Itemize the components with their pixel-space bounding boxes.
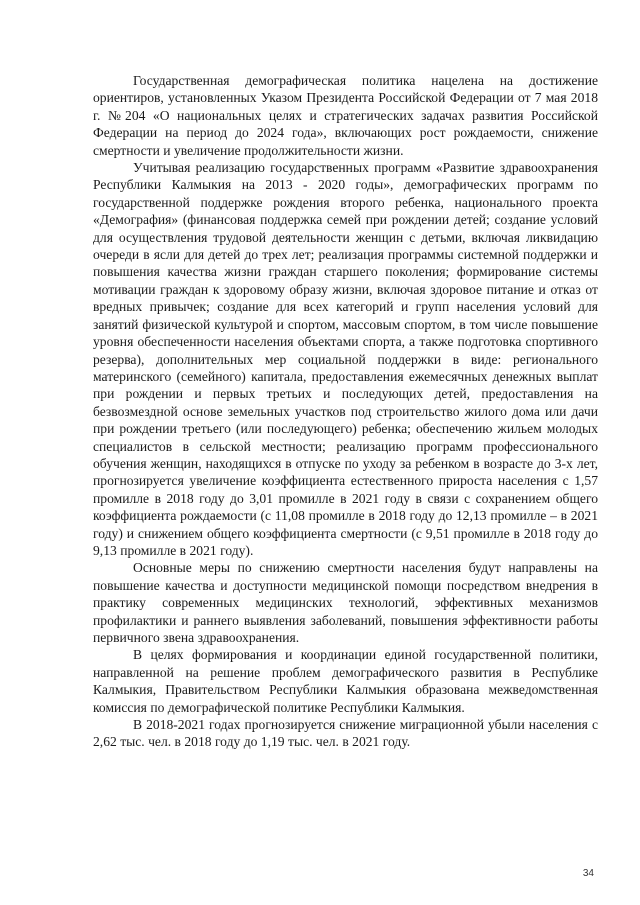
paragraph-commission: В целях формирования и координации единой государственной политики, направленной на решение проблем демографического развития в Республике Калмыкия, Правительством Республики Калмыкия образована межведомственная комиссия по демографической политике Республики Калмыкия. [93,647,598,715]
paragraph-mortality-measures: Основные меры по снижению смертности населения будут направлены на повышение качества и доступности медицинской помощи посредством внедрения в практику современных медицинских технологий, эффективных механизмов профилактики и раннего выявления заболеваний, повышения эффективности работы первичного звена здравоохранения. [93,560,598,645]
page-number: 34 [582,868,594,879]
paragraph-migration: В 2018-2021 годах прогнозируется снижение миграционной убыли населения с 2,62 тыс. чел. в 2018 году до 1,19 тыс. чел. в 2021 году. [93,717,598,750]
paragraph-demographic-policy: Государственная демографическая политика нацелена на достижение ориентиров, установленных Указом Президента Российской Федерации от 7 мая 2018 г. №204 «О национальных целях и стратегических задачах развития Российской Федерации на период до 2024 года», включающих рост рождаемости, снижение смертности и увеличение продолжительности жизни. [93,73,598,158]
document-body [93,72,598,751]
paragraph-programs-forecast: Учитывая реализацию государственных программ «Развитие здравоохранения Республики Калмыкия на 2013 - 2020 годы», демографических программ по государственной поддержке рождения второго ребенка, национального проекта «Демография» (финансовая поддержка семей при рождении детей; создание условий для осуществления трудовой деятельности женщин с детьми, включая ликвидацию очереди в ясли для детей до трех лет; реализация программы системной поддержки и повышения качества жизни граждан старшего поколения; формирование системы мотивации граждан к здоровому образу жизни, включая здоровое питание и отказ от вредных привычек; создание для всех категорий и групп населения условий для занятий физической культурой и спортом, массовым спортом, в том числе повышение уровня обеспеченности населения объектами спорта, а также подготовка спортивного резерва), дополнительных мер социальной поддержки в виде: регионального материнского (семейного) капитала, предоставления ежемесячных денежных выплат при рождении и первых третьих и последующих детей, предоставления на безвозмездной основе земельных участков под строительство жилого дома или дачи при рождении третьего (или последующего) ребенка; обеспечению жильем молодых специалистов в сельской местности; реализацию программ профессионального обучения женщин, находящихся в отпуске по уходу за ребенком в возрасте до 3-х лет, прогнозируется увеличение коэффициента естественного прироста населения с 1,57 промилле в 2018 году до 3,01 промилле в 2021 году в связи с сохранением общего коэффициента рождаемости (с 11,08 промилле в 2018 году до 12,13 промилле – в 2021 году) и снижением общего коэффициента смертности (с 9,51 промилле в 2018 году до 9,13 промилле в 2021 году). [93,160,598,558]
